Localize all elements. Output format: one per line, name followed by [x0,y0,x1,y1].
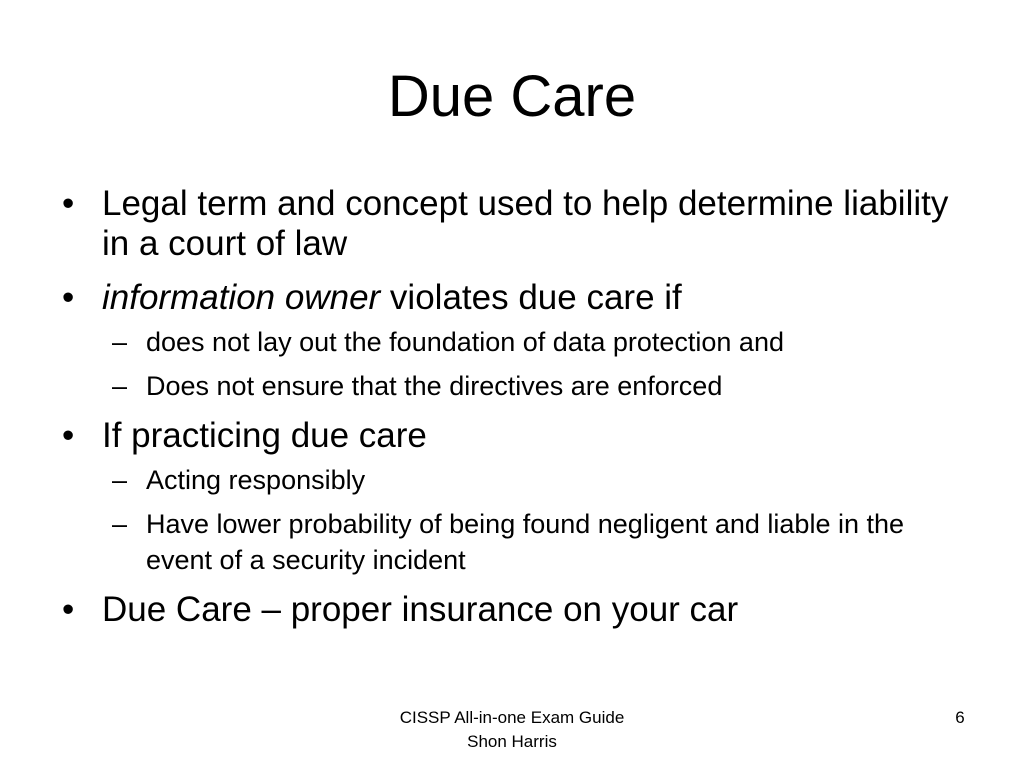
sub-bullet-item [56,324,976,360]
bullet-text: violates due care if [380,278,682,317]
page-number: 6 [955,708,965,727]
dash-icon: – [112,327,128,357]
footer-line-2: Shon Harris [467,732,557,751]
bullet-emphasis: information owner [102,278,381,317]
bullet-item [56,590,976,630]
bullet-icon: • [62,278,75,317]
bullet-icon: • [62,590,75,629]
sub-bullet-item [56,506,976,578]
sub-bullet-text: Acting responsibly [146,465,366,495]
dash-icon: – [112,371,128,401]
slide-body [56,184,976,630]
bullet-text: Legal term and concept used to help determine liability in a court of law [102,184,949,263]
bullet-icon: • [62,184,75,223]
bullet-icon: • [62,416,75,455]
footer-line-1: CISSP All-in-one Exam Guide [399,708,625,727]
slide-title: Due Care [387,64,637,129]
sub-bullet-text: does not lay out the foundation of data protection and [146,327,784,357]
dash-icon: – [112,465,128,495]
sub-bullet-item [56,462,976,498]
bullet-item [56,184,976,264]
bullet-item [56,416,976,456]
dash-icon: – [112,509,128,539]
bullet-text: Due Care – proper insurance on your car [102,590,739,629]
footer [312,706,712,754]
bullet-item [56,278,976,318]
sub-bullet-text: Does not ensure that the directives are enforced [146,371,723,401]
sub-bullet-text: Have lower probability of being found negligent and liable in the event of a security incident [146,509,905,575]
bullet-text: If practicing due care [102,416,427,455]
sub-bullet-item [56,368,976,404]
